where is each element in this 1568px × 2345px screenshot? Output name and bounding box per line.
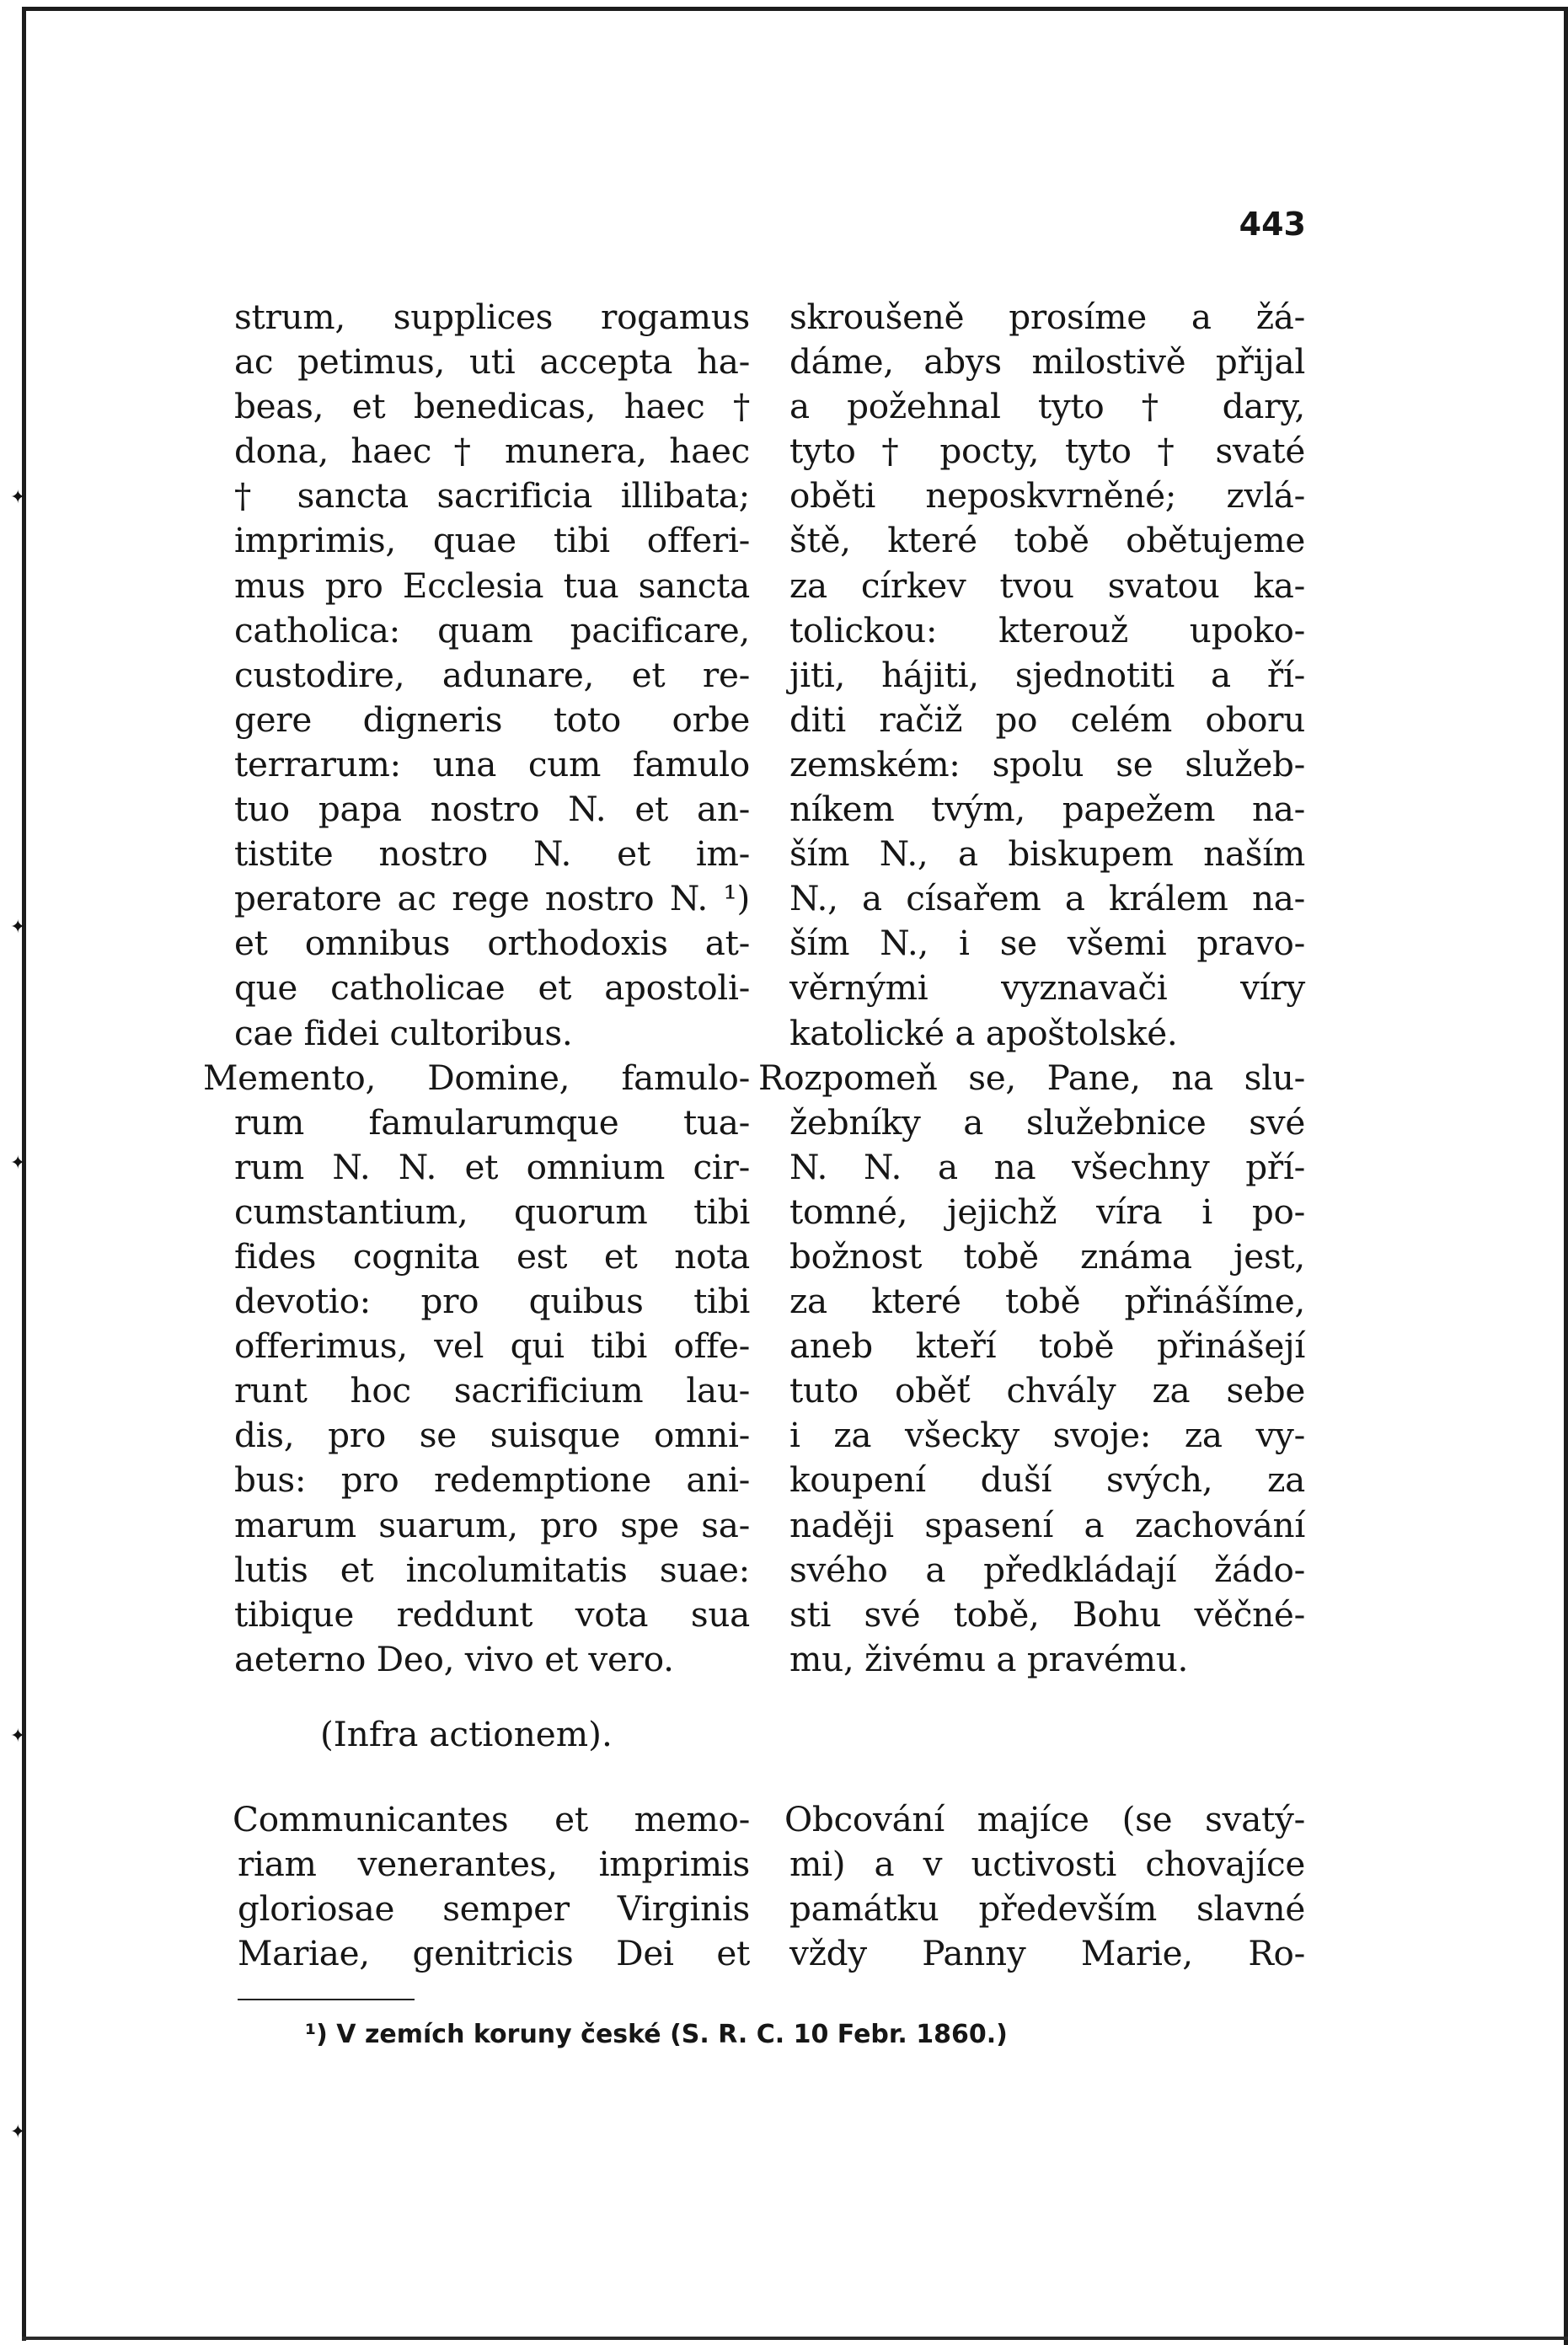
text-line: jiti, hájiti, sjednotiti a ří- <box>789 654 1305 695</box>
text-line: custodire, adunare, et re- <box>234 654 750 695</box>
text-line: sti své tobě, Bohu věčné- <box>789 1593 1305 1635</box>
text-line: i za všecky svoje: za vy- <box>789 1415 1305 1456</box>
text-line: a požehnal tyto † dary, <box>789 386 1305 427</box>
binding-mark-icon: ✦ <box>10 1153 26 1174</box>
text-line: peratore ac rege nostro N. ¹) <box>234 878 750 919</box>
text-line: cae fidei cultoribus. <box>234 1012 573 1053</box>
scan-edge-right <box>1564 7 1568 2345</box>
text-line: beas, et benedicas, haec † <box>234 386 750 427</box>
text-line: ším N., a biskupem naším <box>789 833 1305 875</box>
text-line: N. N. a na všechny pří- <box>789 1146 1305 1187</box>
text-line: žebníky a služebnice své <box>789 1101 1305 1143</box>
text-line: imprimis, quae tibi offeri- <box>234 520 750 561</box>
binding-mark-icon: ✦ <box>10 917 26 938</box>
footnote-rule <box>238 1999 415 2000</box>
text-line: tyto † pocty, tyto † svaté <box>789 431 1305 472</box>
binding-mark-icon: ✦ <box>10 487 26 508</box>
text-line: gloriosae semper Virginis <box>238 1888 750 1930</box>
text-line: památku především slavné <box>789 1888 1305 1930</box>
text-line: Obcování majíce (se svatý- <box>784 1799 1305 1839</box>
latin-column-communicantes <box>233 1797 750 1976</box>
page-number: 443 <box>1239 206 1306 243</box>
text-line: fides cognita est et nota <box>234 1235 750 1277</box>
text-line: mi) a v uctivosti chovajíce <box>789 1844 1305 1885</box>
text-line: dáme, abys milostivě přijal <box>789 341 1305 383</box>
text-line: dis, pro se suisque omni- <box>234 1415 750 1456</box>
text-line: mu, živému a pravému. <box>789 1638 1189 1679</box>
footnote: ¹) V zemích koruny české (S. R. C. 10 Febr. 1860.) <box>305 2020 1008 2049</box>
text-line: aneb kteří tobě přinášejí <box>789 1325 1305 1367</box>
text-line: aeterno Deo, vivo et vero. <box>234 1638 674 1679</box>
text-line: zemském: spolu se služeb- <box>789 743 1305 784</box>
text-line: božnost tobě známa jest, <box>789 1235 1305 1277</box>
text-line: ším N., i se všemi pravo- <box>789 923 1305 964</box>
text-line: dona, haec † munera, haec <box>234 431 750 472</box>
text-line: za které tobě přinášíme, <box>789 1281 1305 1322</box>
text-line: Communicantes et memo- <box>233 1799 750 1839</box>
czech-column-communicantes <box>784 1797 1305 1976</box>
text-line: cumstantium, quorum tibi <box>234 1191 750 1232</box>
text-line: offerimus, vel qui tibi offe- <box>234 1325 750 1367</box>
text-line: rum famularumque tua- <box>234 1101 750 1143</box>
text-line: rum N. N. et omnium cir- <box>234 1146 750 1187</box>
text-line: terrarum: una cum famulo <box>234 743 750 784</box>
text-line: koupení duší svých, za <box>789 1459 1305 1501</box>
text-line: Memento, Domine, famulo- <box>203 1057 750 1098</box>
scan-edge-top <box>22 7 1568 11</box>
text-line: vždy Panny Marie, Ro- <box>789 1933 1305 1974</box>
text-line: que catholicae et apostoli- <box>234 967 750 1009</box>
text-line: mus pro Ecclesia tua sancta <box>234 565 750 606</box>
text-line: níkem tvým, papežem na- <box>789 789 1305 830</box>
scan-edge-left <box>22 7 26 2341</box>
text-line: skroušeně prosíme a žá- <box>789 297 1305 337</box>
text-line: tuo papa nostro N. et an- <box>234 789 750 830</box>
text-line: naději spasení a zachování <box>789 1504 1305 1545</box>
text-line: oběti neposkvrněné; zvlá- <box>789 475 1305 517</box>
text-line: lutis et incolumitatis suae: <box>234 1549 750 1590</box>
text-line: N., a císařem a králem na- <box>789 878 1305 919</box>
binding-mark-icon: ✦ <box>10 2122 26 2143</box>
text-line: Rozpomeň se, Pane, na slu- <box>758 1057 1305 1098</box>
text-line: catholica: quam pacificare, <box>234 609 750 650</box>
text-line: † sancta sacrificia illibata; <box>234 475 750 517</box>
text-line: ac petimus, uti accepta ha- <box>234 341 750 383</box>
text-line: věrnými vyznavači víry <box>789 967 1305 1009</box>
text-line: tistite nostro N. et im- <box>234 833 750 875</box>
text-line: riam venerantes, imprimis <box>238 1844 750 1885</box>
text-line: Mariae, genitricis Dei et <box>238 1933 750 1974</box>
czech-column-canon <box>758 295 1305 1682</box>
binding-mark-icon: ✦ <box>10 1726 26 1747</box>
text-line: tolickou: kterouž upoko- <box>789 609 1305 650</box>
text-line: et omnibus orthodoxis at- <box>234 923 750 964</box>
text-line: diti račiž po celém oboru <box>789 699 1305 740</box>
section-title: (Infra actionem). <box>320 1714 613 1754</box>
text-line: strum, supplices rogamus <box>234 297 750 337</box>
text-line: katolické a apoštolské. <box>789 1012 1178 1053</box>
text-line: runt hoc sacrificium lau- <box>234 1370 750 1411</box>
text-line: marum suarum, pro spe sa- <box>234 1504 750 1545</box>
text-line: za církev tvou svatou ka- <box>789 565 1305 606</box>
text-line: tuto oběť chvály za sebe <box>789 1370 1305 1411</box>
text-line: tibique reddunt vota sua <box>234 1593 750 1635</box>
text-line: svého a předkládají žádo- <box>789 1549 1305 1590</box>
scan-edge-bottom <box>22 2337 1568 2340</box>
latin-column-canon <box>203 295 750 1682</box>
text-line: ště, které tobě obětujeme <box>789 520 1305 561</box>
text-line: bus: pro redemptione ani- <box>234 1459 750 1501</box>
text-line: tomné, jejichž víra i po- <box>789 1191 1305 1232</box>
text-line: devotio: pro quibus tibi <box>234 1281 750 1322</box>
text-line: gere digneris toto orbe <box>234 699 750 740</box>
